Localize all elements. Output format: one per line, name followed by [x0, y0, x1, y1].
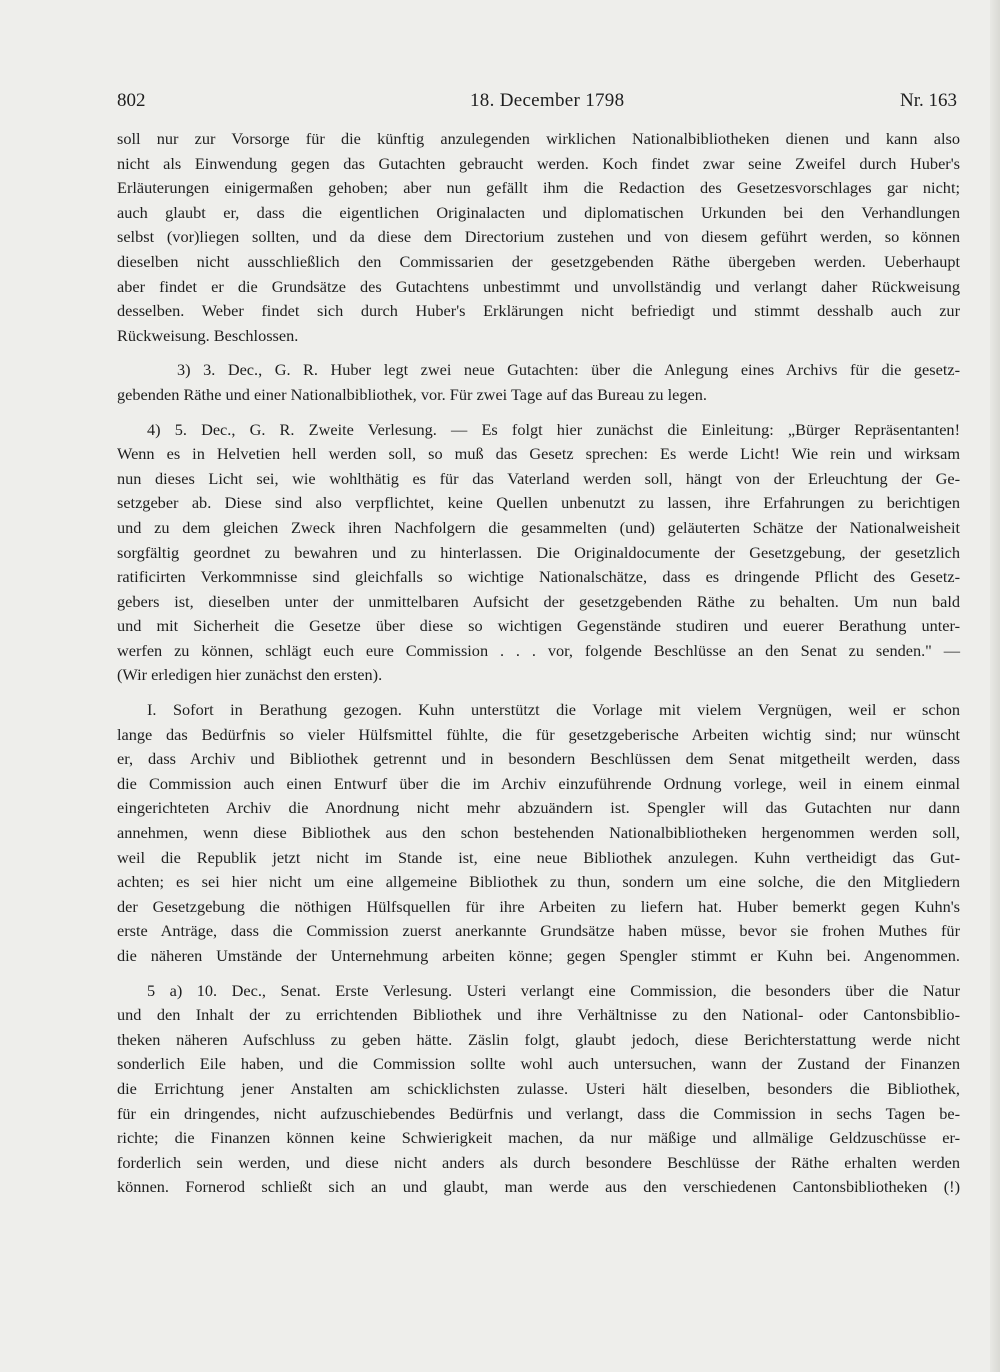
text-line: für ein dringendes, nicht aufzuschiebendes Bedürfnis und verlangt, dass die Commission in sechs Tagen be-	[117, 1103, 960, 1123]
text-line: dieselben nicht ausschließlich den Commissarien der gesetzgebenden Räthe übergeben werden. Ueberhaupt	[117, 251, 960, 271]
text-line: selbst (vor)liegen sollten, und da diese dem Directorium zustehen und von diesem geführt werden, so können	[117, 227, 960, 247]
text-line: richte; die Finanzen können keine Schwierigkeit machen, da nur mäßige und allmälige Geldzuschüsse er-	[117, 1128, 960, 1148]
paragraph-1	[117, 127, 960, 348]
paragraph-4	[117, 698, 960, 969]
text-line: die Commission auch einen Entwurf über die im Archiv einzuführende Ordnung vorlege, weil in einem einmal	[117, 773, 960, 793]
page-number: 802	[117, 90, 146, 111]
body-text	[117, 127, 960, 1200]
text-line: Wenn es in Helvetien hell werden soll, so muß das Gesetz sprechen: Es werde Licht! Wie rein und wirksam	[117, 444, 960, 464]
text-line: und zu dem gleichen Zweck ihren Nachfolgern die gesammelten (und) geläuterten Schätze der Nationalweisheit	[117, 517, 960, 537]
text-line: eingerichteten Archiv die Anordnung nicht mehr abzuändern ist. Spengler will das Gutachten nur dann	[117, 798, 960, 818]
text-line: forderlich sein werden, und diese nicht anders als durch besondere Beschlüsse der Räthe erhalten werden	[117, 1152, 960, 1172]
text-line: sorgfältig geordnet zu bewahren und zu hinterlassen. Die Originaldocumente der Gesetzgebung, der gesetzlich	[117, 542, 960, 562]
text-line: Rückweisung. Beschlossen.	[117, 325, 299, 345]
paragraph-2	[117, 358, 960, 407]
text-line: setzgeber ab. Diese sind also verpflichtet, keine Quellen unbenutzt zu lassen, ihre Erfahrungen zu berichtigen	[117, 493, 960, 513]
text-line: 5 a) 10. Dec., Senat. Erste Verlesung. Usteri verlangt eine Commission, die besonders über die Natur	[147, 980, 960, 1000]
text-line: achten; es sei hier nicht um eine allgemeine Bibliothek zu thun, sondern um eine solche, die den Mitgliedern	[117, 872, 960, 892]
text-line: die Errichtung jener Anstalten am schicklichsten zulasse. Usteri hält dieselben, besonders die Bibliothek,	[117, 1078, 960, 1098]
text-line: gebers ist, dieselben unter der unmittelbaren Aufsicht der gesetzgebenden Räthe zu behalten. Um nun bald	[117, 591, 960, 611]
text-line: ratificirten Verkommnisse sind gleichfalls so wichtige Nationalschätze, dass es dringende Pflicht des Gesetz-	[117, 567, 960, 587]
text-line: sonderlich Eile haben, und die Commission sollte wohl auch untersuchen, wann der Zustand der Finanzen	[117, 1054, 960, 1074]
text-line: der Gesetzgebung die nöthigen Hülfsquellen für ihre Arbeiten zu liefern hat. Huber bemerkt gegen Kuhn's	[117, 896, 960, 916]
text-line: theken näheren Aufschluss zu geben hätte. Zäslin folgt, glaubt jedoch, diese Berichterstattung werde nicht	[117, 1029, 960, 1049]
text-line: 3) 3. Dec., G. R. Huber legt zwei neue Gutachten: über die Anlegung eines Archivs für die gesetz-	[177, 360, 960, 380]
text-line: aber findet er die Grundsätze des Gutachtens unbestimmt und unvollständig und verlangt daher Rückweisung	[117, 276, 960, 296]
text-line: nicht als Einwendung gegen das Gutachten gebraucht werden. Koch findet zwar seine Zweifel durch Huber's	[117, 153, 960, 173]
text-line: und mit Sicherheit die Gesetze über diese so wichtigen Gegenstände studiren und euerer Berathung unter-	[117, 616, 960, 636]
text-line: lange das Bedürfnis so vieler Hülfsmittel fühlte, die für gesetzgeberische Arbeiten wichtig sind; nur wünscht	[117, 724, 960, 744]
page-edge-shadow	[990, 0, 1000, 1372]
document-number: Nr. 163	[900, 90, 957, 111]
text-line: (Wir erledigen hier zunächst den ersten).	[117, 665, 383, 685]
text-line: werfen zu können, schlägt euch eure Commission . . . vor, folgende Beschlüsse an den Senat zu senden." —	[117, 640, 960, 660]
text-line: desselben. Weber findet sich durch Huber's Erklärungen nicht befriedigt und stimmt desshalb auch zur	[117, 301, 960, 321]
paragraph-5	[117, 979, 960, 1200]
text-line: weil die Republik jetzt nicht im Stande ist, eine neue Bibliothek anzulegen. Kuhn vertheidigt das Gut-	[117, 847, 960, 867]
text-line: erste Anträge, dass die Commission zuerst anerkannte Grundsätze haben müsse, bevor sie frohen Muthes für	[117, 921, 960, 941]
text-line: die näheren Umstände der Unternehmung arbeiten könne; gegen Spengler stimmt er Kuhn bei. Angenommen.	[117, 946, 960, 965]
text-line: Erläuterungen einigermaßen gehoben; aber nun gefällt ihm die Redaction des Gesetzesvorschlages gar nicht;	[117, 178, 960, 198]
text-line: soll nur zur Vorsorge für die künftig anzulegenden wirklichen Nationalbibliotheken dienen und kann also	[117, 129, 960, 148]
running-header	[117, 90, 957, 116]
text-line: annehmen, wenn diese Bibliothek aus den schon bestehenden Nationalbibliotheken hergenommen werden soll,	[117, 823, 960, 843]
text-line: 4) 5. Dec., G. R. Zweite Verlesung. — Es folgt hier zunächst die Einleitung: „Bürger Repräsentanten!	[147, 419, 960, 439]
text-line: gebenden Räthe und einer Nationalbibliothek, vor. Für zwei Tage auf das Bureau zu legen.	[117, 384, 707, 404]
header-date: 18. December 1798	[470, 90, 625, 111]
text-line: er, dass Archiv und Bibliothek getrennt und in besondern Beschlüssen dem Senat mitgetheilt werden, dass	[117, 749, 960, 769]
text-line: I. Sofort in Berathung gezogen. Kuhn unterstützt die Vorlage mit vielem Vergnügen, weil er schon	[147, 700, 960, 720]
paragraph-3	[117, 418, 960, 689]
text-line: können. Fornerod schließt sich an und glaubt, man werde aus den verschiedenen Cantonsbibliotheken (!)	[117, 1177, 960, 1197]
text-line: und den Inhalt der zu errichtenden Bibliothek und ihre Verhältnisse zu den National- oder Cantonsbiblio-	[117, 1005, 960, 1025]
text-line: nun dieses Licht sei, wie wohlthätig es für das Vaterland werden soll, hängt von der Erleuchtung der Ge-	[117, 468, 960, 488]
text-line: auch glaubt er, dass die eigentlichen Originalacten und diplomatischen Urkunden bei den Verhandlungen	[117, 202, 960, 222]
